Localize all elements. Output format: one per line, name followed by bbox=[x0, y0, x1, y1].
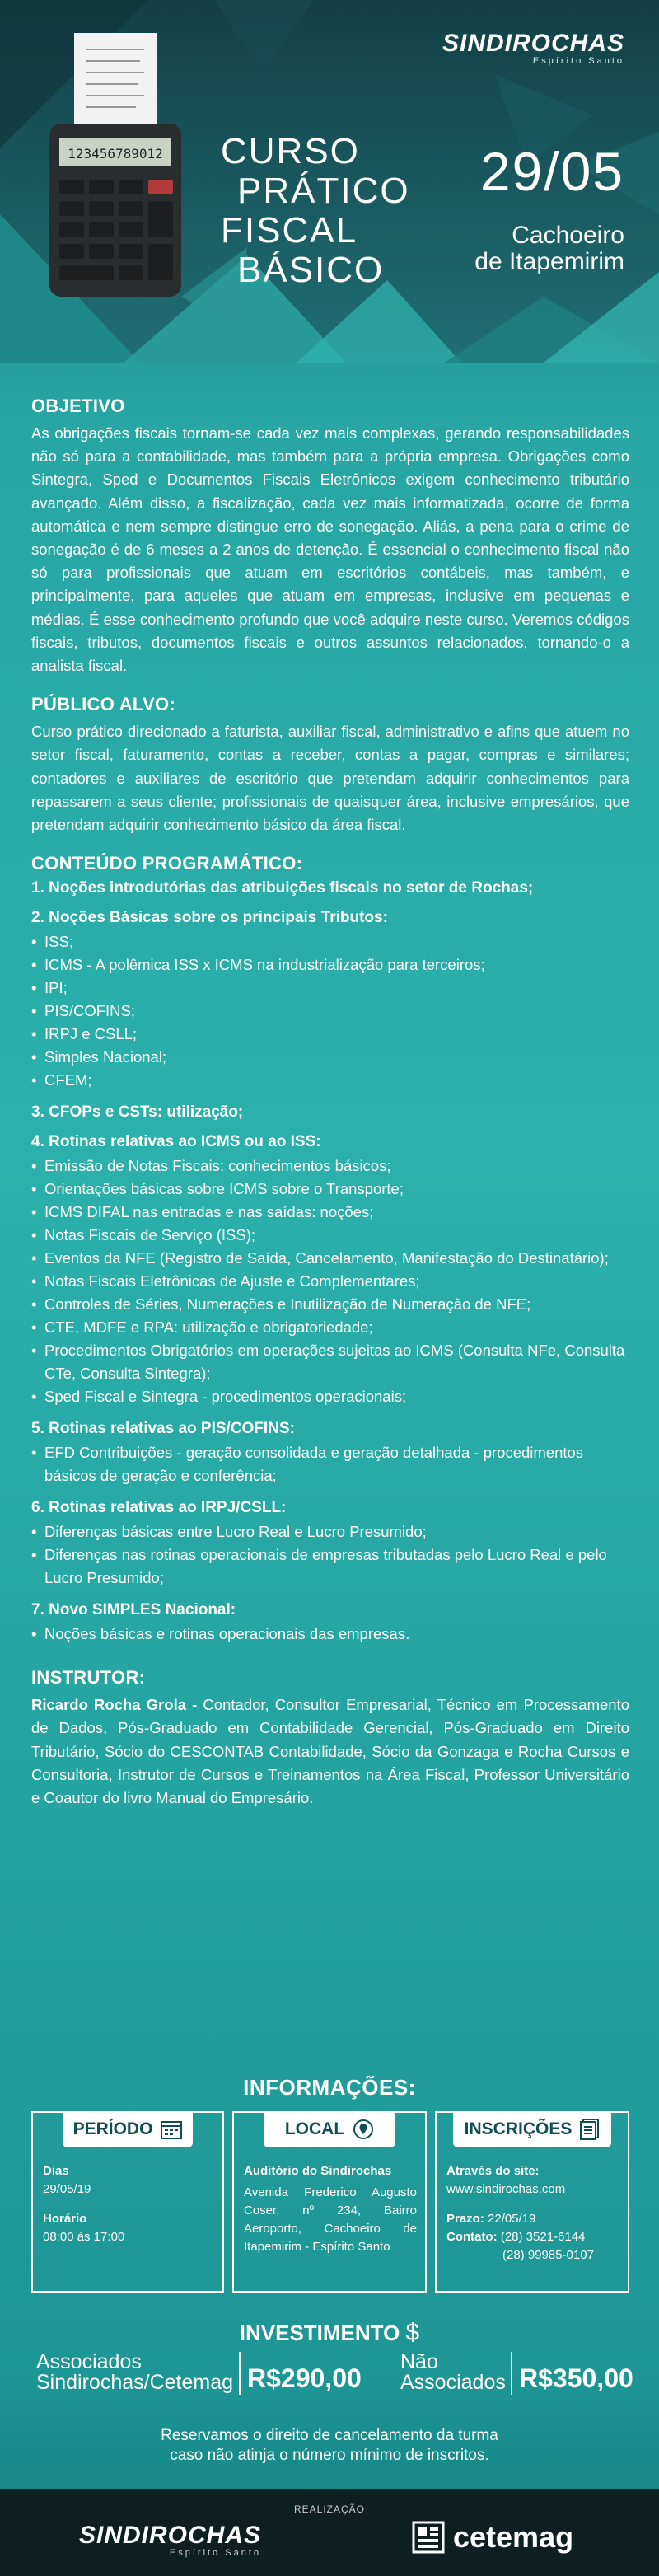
publico-heading: PÚBLICO ALVO: bbox=[31, 694, 176, 715]
module-item: • Diferenças básicas entre Lucro Real e Lucro Presumido; bbox=[31, 1520, 629, 1543]
module-items bbox=[31, 1520, 629, 1590]
module-item: • Notas Fiscais Eletrônicas de Ajuste e Complementares; bbox=[31, 1270, 629, 1293]
local-body bbox=[244, 2162, 417, 2256]
module-items bbox=[31, 1155, 629, 1408]
periodo-box bbox=[31, 2111, 224, 2293]
prazo-label: Prazo: bbox=[446, 2212, 484, 2226]
calendar-icon bbox=[161, 2119, 182, 2139]
dias-label: Dias bbox=[43, 2164, 69, 2178]
dias-value: 29/05/19 bbox=[43, 2182, 91, 2196]
local-address: Avenida Frederico Augusto Coser, nº 234, Bairro Aeroporto, Cachoeiro de Itapemirim - Espírito Santo bbox=[244, 2185, 417, 2254]
module-item: • Sped Fiscal e Sintegra - procedimentos operacionais; bbox=[31, 1385, 629, 1408]
module-item: • EFD Contribuições - geração consolidada e geração detalhada - procedimentos básicos de geração e conferência; bbox=[31, 1441, 629, 1487]
publico-text: Curso prático direcionado a faturista, auxiliar fiscal, administrativo e afins que atuem no setor fiscal, faturamento, contas a receber, contas a pagar, compras e similares; contadores e auxiliares de escritório que pretendam adquirir conhecimentos para repassarem a seus cliente; profissionais de quaisquer área, inclusive empresários, que pretendam adquirir conhecimento básico da área fiscal. bbox=[31, 723, 629, 834]
module-items bbox=[31, 1441, 629, 1487]
local-box bbox=[232, 2111, 427, 2293]
instrutor-bio: Contador, Consultor Empresarial, Técnico em Processamento de Dados, Pós-Graduado em Contabilidade Gerencial, Pós-Graduado em Direito Tributário, Sócio do CESCONTAB Contabilidade, Sócio da Gonzaga e Rocha Cursos e Consultoria, Instrutor de Cursos e Treinamentos na Área Fiscal, Professor Universitário e Coautor do livro Manual do Empresário. bbox=[31, 1696, 629, 1807]
cetemag-logo bbox=[412, 2520, 573, 2555]
course-title-line: FISCAL bbox=[221, 210, 358, 251]
info-boxes bbox=[31, 2111, 628, 2291]
realizacao-label: REALIZAÇÃO bbox=[293, 2503, 366, 2515]
calculator-icon bbox=[41, 33, 189, 305]
module-item: • Controles de Séries, Numerações e Inutilização de Numeração de NFE; bbox=[31, 1293, 629, 1316]
header-banner bbox=[0, 0, 659, 363]
associados-label-line: Associados bbox=[36, 2350, 142, 2373]
calculator-display: 123456789012 bbox=[68, 146, 163, 162]
associados-label-line: Sindirochas/Cetemag bbox=[36, 2371, 234, 2394]
cetemag-name: cetemag bbox=[453, 2520, 574, 2554]
nao-associados-label bbox=[400, 2352, 506, 2393]
associados-price: R$290,00 bbox=[247, 2363, 362, 2393]
event-city-line: de Itapemirim bbox=[474, 248, 624, 275]
cancel-notice bbox=[0, 2426, 659, 2466]
objetivo-heading: OBJETIVO bbox=[31, 396, 125, 416]
brand-subtitle: Espírito Santo bbox=[532, 56, 624, 66]
inscricoes-box bbox=[435, 2111, 629, 2293]
module-item: • Procedimentos Obrigatórios em operações sujeitas ao ICMS (Consulta NFe, Consulta CTe, Consulta Sintegra); bbox=[31, 1339, 629, 1385]
event-city bbox=[474, 222, 624, 275]
module-list bbox=[31, 879, 629, 1646]
periodo-label: PERÍODO bbox=[72, 2119, 153, 2138]
nao-associados-label-line: Associados bbox=[400, 2371, 506, 2394]
cancel-notice-line: caso não atinja o número mínimo de inscritos. bbox=[170, 2447, 489, 2464]
footer-brand-logo bbox=[79, 2522, 261, 2558]
module-item: • IPI; bbox=[31, 977, 629, 1000]
footer-brand-subtitle: Espírito Santo bbox=[169, 2548, 262, 2558]
contato-label: Contato: bbox=[446, 2230, 498, 2244]
inscricoes-label: INSCRIÇÕES bbox=[464, 2119, 573, 2138]
cetemag-icon bbox=[412, 2521, 445, 2554]
nao-associados-label-line: Não bbox=[400, 2350, 438, 2373]
course-title-line: PRÁTICO bbox=[237, 171, 410, 211]
site-label: Através do site: bbox=[446, 2164, 540, 2178]
brand-logo bbox=[442, 30, 624, 66]
module-title: 5. Rotinas relativas ao PIS/COFINS: bbox=[31, 1420, 295, 1438]
cancel-notice-line: Reservamos o direito de cancelamento da turma bbox=[161, 2427, 498, 2444]
instrutor-text bbox=[31, 1693, 629, 1810]
local-label: LOCAL bbox=[284, 2119, 345, 2138]
course-title-line: CURSO bbox=[221, 131, 360, 171]
inscricoes-head bbox=[453, 2111, 611, 2147]
module-item: • Diferenças nas rotinas operacionais de empresas tributadas pelo Lucro Real e pelo Lucro Presumido; bbox=[31, 1543, 629, 1590]
dollar-icon: $ bbox=[405, 2319, 420, 2346]
objetivo-text: As obrigações fiscais tornam-se cada vez mais complexas, gerando responsabilidades não só para a contabilidade, mas também para a própria empresa. Obrigações como Sintegra, Sped e Documentos Fiscais Eletrônicos exigem conhecimento tributário avançado. Além disso, a fiscalização, cada vez mais informatizada, ocorre de forma automática e nem sempre distingue erro de sonegação. Aliás, a pena para o crime de sonegação é de 6 meses a 2 anos de detenção. É essencial o conhecimento fiscal não só para profissionais que atuam em escritórios contábeis, mas também, e principalmente, para aqueles que atuam em empresas, inclusive em pequenas e médias. É esse conhecimento profundo que você adquire neste curso. Veremos códigos fiscais, tributos, documentos fiscais e outros assuntos relacionados, tornando-o a analista fiscal. bbox=[31, 424, 629, 675]
main-content bbox=[31, 396, 629, 1826]
course-title-line: BÁSICO bbox=[237, 250, 385, 290]
module-title: 1. Noções introdutórias das atribuições fiscais no setor de Rochas; bbox=[31, 879, 534, 897]
module-item: • IRPJ e CSLL; bbox=[31, 1023, 629, 1046]
module-item: • Emissão de Notas Fiscais: conhecimentos básicos; bbox=[31, 1155, 629, 1178]
local-head bbox=[264, 2111, 395, 2147]
periodo-body bbox=[43, 2162, 214, 2246]
module-item: • ISS; bbox=[31, 930, 629, 953]
associados-label bbox=[36, 2352, 233, 2393]
horario-value: 08:00 às 17:00 bbox=[43, 2230, 125, 2244]
inscricoes-body bbox=[446, 2162, 619, 2265]
instrutor-heading: INSTRUTOR: bbox=[31, 1667, 146, 1688]
price-row bbox=[36, 2349, 633, 2406]
module-items bbox=[31, 930, 629, 1092]
price-divider bbox=[511, 2352, 512, 2395]
module-item: • CTE, MDFE e RPA: utilização e obrigatoriedade; bbox=[31, 1316, 629, 1339]
module-title: 6. Rotinas relativas ao IRPJ/CSLL: bbox=[31, 1499, 287, 1517]
site-link[interactable]: www.sindirochas.com bbox=[446, 2182, 566, 2196]
investimento-label: INVESTIMENTO bbox=[239, 2321, 400, 2345]
module-item: • CFEM; bbox=[31, 1069, 629, 1092]
module-item: • Orientações básicas sobre ICMS sobre o Transporte; bbox=[31, 1178, 629, 1201]
module-item: • PIS/COFINS; bbox=[31, 1000, 629, 1023]
module-item: • Simples Nacional; bbox=[31, 1046, 629, 1069]
brand-name: SINDIROCHAS bbox=[442, 30, 624, 57]
investimento-heading bbox=[0, 2319, 659, 2347]
event-date: 29/05 bbox=[479, 141, 624, 202]
module-item: • ICMS - A polêmica ISS x ICMS na industrialização para terceiros; bbox=[31, 953, 629, 977]
conteudo-heading: CONTEÚDO PROGRAMÁTICO: bbox=[31, 853, 303, 874]
prazo-value: 22/05/19 bbox=[488, 2212, 536, 2226]
module-title: 2. Noções Básicas sobre os principais Tributos: bbox=[31, 909, 388, 927]
horario-label: Horário bbox=[43, 2212, 87, 2226]
module-items bbox=[31, 1623, 629, 1646]
local-name: Auditório do Sindirochas bbox=[244, 2164, 392, 2178]
module-title: 7. Novo SIMPLES Nacional: bbox=[31, 1601, 236, 1619]
price-divider bbox=[239, 2352, 241, 2395]
info-heading: INFORMAÇÕES: bbox=[243, 2075, 416, 2100]
module-item: • Noções básicas e rotinas operacionais das empresas. bbox=[31, 1623, 629, 1646]
footer bbox=[0, 2489, 659, 2576]
course-title bbox=[221, 132, 410, 290]
event-city-line: Cachoeiro bbox=[512, 222, 624, 249]
contato-phone-2: (28) 99985-0107 bbox=[502, 2248, 594, 2262]
document-icon bbox=[580, 2119, 600, 2140]
nao-associados-price: R$350,00 bbox=[519, 2363, 633, 2393]
footer-brand-name: SINDIROCHAS bbox=[79, 2522, 262, 2549]
module-item: • Eventos da NFE (Registro de Saída, Cancelamento, Manifestação do Destinatário); bbox=[31, 1247, 629, 1270]
module-item: • Notas Fiscais de Serviço (ISS); bbox=[31, 1224, 629, 1247]
instrutor-name: Ricardo Rocha Grola - bbox=[31, 1696, 198, 1714]
module-title: 3. CFOPs e CSTs: utilização; bbox=[31, 1103, 244, 1122]
periodo-head bbox=[63, 2111, 193, 2147]
location-pin-icon bbox=[353, 2119, 374, 2140]
module-title: 4. Rotinas relativas ao ICMS ou ao ISS: bbox=[31, 1133, 321, 1151]
contato-phone-1: (28) 3521-6144 bbox=[500, 2230, 586, 2244]
module-item: • ICMS DIFAL nas entradas e nas saídas: noções; bbox=[31, 1201, 629, 1224]
